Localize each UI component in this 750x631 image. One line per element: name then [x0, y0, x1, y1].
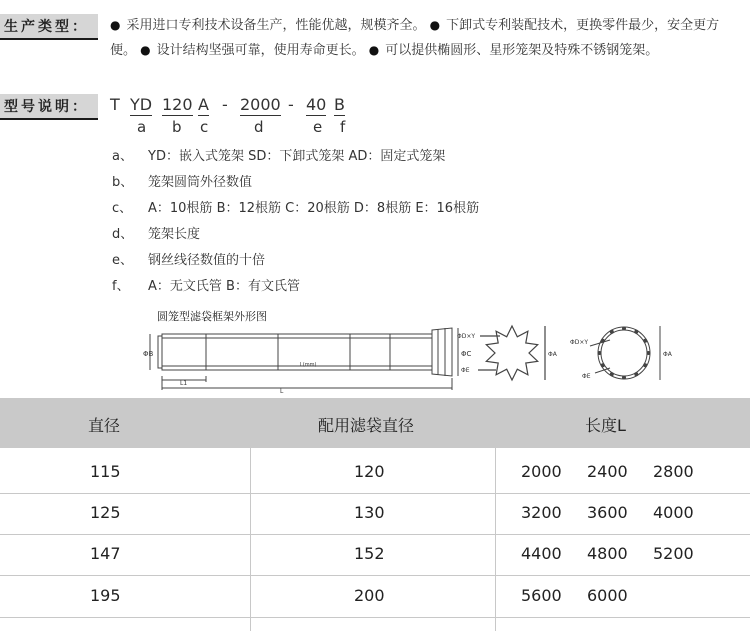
figure-title: 圆笼型滤袋框架外形图: [157, 310, 267, 323]
rib-dot: [598, 352, 601, 355]
header-bag-diameter: 配用滤袋直径: [318, 416, 415, 435]
rib-dot: [635, 330, 638, 333]
header-length: 长度L: [585, 416, 626, 435]
rib-dot: [601, 364, 604, 367]
code-120: 120: [162, 95, 193, 114]
code-yd: YD: [130, 95, 153, 114]
table-row: [0, 493, 750, 534]
rib-dot: [623, 327, 626, 330]
cell-length: 3200: [521, 503, 562, 522]
table-row: [0, 534, 750, 575]
cell-length: 4400: [521, 544, 562, 563]
label-phi-a: ΦA: [548, 351, 557, 358]
rib-dot: [623, 376, 626, 379]
label-l1: L1: [180, 380, 188, 387]
letter-a: a: [137, 118, 147, 136]
label-phi-a: ΦA: [663, 351, 672, 358]
feature-item: 可以提供椭圆形、星形笼架及特殊不锈钢笼架。: [385, 43, 659, 58]
desc-f: f、 A：无文氏管 B：有文氏管: [112, 279, 300, 294]
letter-c: c: [200, 118, 209, 136]
rib-dot: [610, 373, 613, 376]
letter-e: e: [313, 118, 323, 136]
cell-bag: 130: [354, 503, 385, 522]
table-row: [0, 452, 750, 493]
feature-item: 下卸式专利装配技术，更换零件最少，安全更方便。: [110, 18, 720, 58]
cell-length: 5200: [653, 544, 694, 563]
cell-diameter: 195: [90, 586, 121, 605]
feature-item: 设计结构坚强可靠，使用寿命更长。: [156, 43, 365, 58]
table-header: [0, 398, 750, 448]
label-phi-c: ΦC: [461, 350, 472, 358]
desc-a: a、 YD：嵌入式笼架 SD：下卸式笼架 AD：固定式笼架: [112, 149, 446, 164]
feature-item: 采用进口专利技术设备生产，性能优越，规模齐全。: [126, 18, 426, 33]
desc-b: b、 笼架圆筒外径数值: [112, 175, 253, 190]
rib-dot: [610, 330, 613, 333]
letter-d: d: [254, 118, 264, 136]
cell-length: 3600: [587, 503, 628, 522]
cage-drawing: [140, 318, 680, 393]
cell-length: 2800: [653, 462, 694, 481]
cell-length: 5600: [521, 586, 562, 605]
row-divider: [0, 617, 750, 618]
bullet-icon: ●: [140, 43, 151, 57]
table-row: [0, 576, 750, 617]
code-a: A: [198, 95, 209, 114]
desc-d: d、 笼架长度: [112, 227, 201, 242]
letter-f: f: [340, 118, 346, 136]
letter-b: b: [172, 118, 182, 136]
cell-length: 6000: [587, 586, 628, 605]
code-dash: -: [288, 95, 294, 114]
label-phi-e: ΦE: [582, 373, 591, 380]
production-type-label: 生产类型：: [0, 14, 98, 40]
star-cross-section: [478, 326, 545, 380]
code-40: 40: [306, 95, 327, 114]
label-phi-dy: ΦD×Y: [457, 333, 476, 340]
cell-diameter: 147: [90, 544, 121, 563]
cell-length: 4000: [653, 503, 694, 522]
round-cross-section: [590, 326, 660, 380]
rib-dot: [644, 339, 647, 342]
bullet-icon: ●: [429, 18, 441, 32]
header-diameter: 直径: [88, 416, 121, 435]
cell-diameter: 125: [90, 503, 121, 522]
label-l: L: [280, 388, 284, 393]
code-dash: -: [222, 95, 228, 114]
desc-c: c、 A：10根筋 B：12根筋 C：20根筋 D：8根筋 E：16根筋: [112, 201, 480, 216]
cell-bag: 120: [354, 462, 385, 481]
desc-e: e、 钢丝线径数值的十倍: [112, 253, 266, 268]
cell-length: 4800: [587, 544, 628, 563]
bullet-icon: ●: [368, 43, 380, 57]
cell-diameter: 115: [90, 462, 121, 481]
code-2000: 2000: [240, 95, 281, 114]
rib-dot: [635, 373, 638, 376]
code-t: T: [110, 95, 120, 114]
bullet-icon: ●: [110, 18, 121, 32]
code-b: B: [334, 95, 345, 114]
cell-length: 2000: [521, 462, 562, 481]
cage-side-view: [150, 328, 458, 390]
production-type-text: [110, 13, 730, 63]
model-info-label: 型号说明：: [0, 94, 98, 120]
label-phi-dy: ΦD×Y: [570, 339, 589, 346]
label-l-mm: L(mm): [300, 362, 317, 368]
rib-dot: [644, 364, 647, 367]
cell-length: 2400: [587, 462, 628, 481]
cell-bag: 200: [354, 586, 385, 605]
cell-bag: 152: [354, 544, 385, 563]
rib-dot: [647, 352, 650, 355]
label-phi-e: ΦE: [461, 367, 470, 374]
label-phi-b: ΦB: [143, 350, 154, 358]
